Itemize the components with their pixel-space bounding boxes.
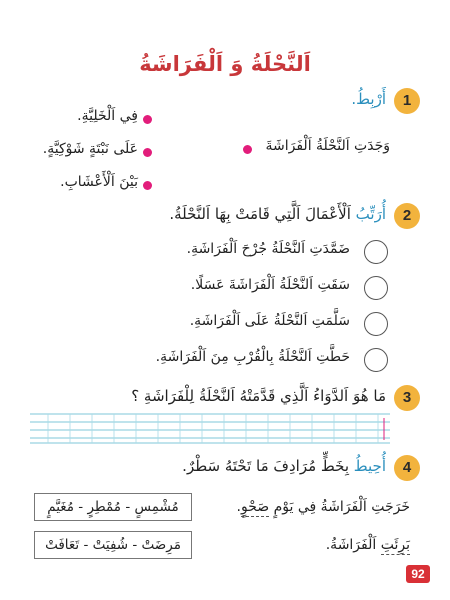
sentence-1: خَرَجَتِ اَلْفَرَاشَةُ فِي يَوْمٍ صَحْوٍ. (236, 499, 410, 515)
match-option-2: عَلَى نَبْتَةٍ شَوْكِيَّةٍ. (42, 141, 138, 157)
match-dot-left-2[interactable] (143, 148, 152, 157)
question-1-badge: 1 (394, 88, 420, 114)
match-dot-right[interactable] (243, 145, 252, 154)
order-circle-3[interactable] (364, 312, 388, 336)
order-item-3: سَلَّمَتِ اَلنَّحْلَةُ عَلَى اَلْفَرَاشَةِ. (189, 313, 350, 329)
match-option-1: فِي اَلْخَلِيَّةِ. (77, 108, 138, 124)
question-2-prompt: أُرَتِّبُ اَلْأَعْمَالَ اَلَّتِي قَامَتْ بِهَا اَلنَّحْلَةُ. (169, 205, 386, 223)
order-item-4: حَطَّتِ اَلنَّحْلَةُ بِالْقُرْبِ مِنَ اَلْفَرَاشَةِ. (155, 349, 350, 365)
synonym-box-1[interactable]: مُشْمِسٍ - مُمْطِرٍ - مُغَيَّمٍ (34, 493, 192, 521)
order-circle-4[interactable] (364, 348, 388, 372)
order-circle-2[interactable] (364, 276, 388, 300)
page-number: 92 (406, 565, 430, 583)
question-3-prompt: مَا هُوَ اَلدَّوَاءُ اَلَّذِي قَدَّمَتْهُ اَلنَّحْلَةُ لِلْفَرَاشَةِ ؟ (131, 387, 386, 405)
page-title: اَلنَّحْلَةُ وَ اَلْفَرَاشَةُ (139, 52, 311, 76)
order-item-1: ضَمَّدَتِ اَلنَّحْلَةُ جُرْحَ اَلْفَرَاشَةِ. (186, 241, 350, 257)
order-circle-1[interactable] (364, 240, 388, 264)
question-1-label: أَرْبِطُ. (351, 90, 386, 108)
sentence-2: بَرِئَتِ اَلْفَرَاشَةُ. (325, 537, 410, 553)
synonym-box-2[interactable]: مَرِضَتْ - شُفِيَتْ - تَعَافَتْ (34, 531, 192, 559)
question-4-badge: 4 (394, 455, 420, 481)
question-3-badge: 3 (394, 385, 420, 411)
match-option-3: بَيْنَ اَلْأَعْشَابِ. (60, 174, 138, 190)
order-item-2: سَقَتِ اَلنَّحْلَةُ اَلْفَرَاشَةَ عَسَلًا. (190, 277, 350, 293)
match-dot-left-1[interactable] (143, 115, 152, 124)
match-dot-left-3[interactable] (143, 181, 152, 190)
question-2-badge: 2 (394, 203, 420, 229)
question-4-prompt: أُحِيطُ بِخَطٍّ مُرَادِفَ مَا تَحْتَهُ سَطْرٌ. (182, 457, 386, 475)
match-stem: وَجَدَتِ اَلنَّحْلَةُ اَلْفَرَاشَةَ (265, 138, 390, 154)
answer-writing-lines[interactable] (30, 412, 390, 444)
